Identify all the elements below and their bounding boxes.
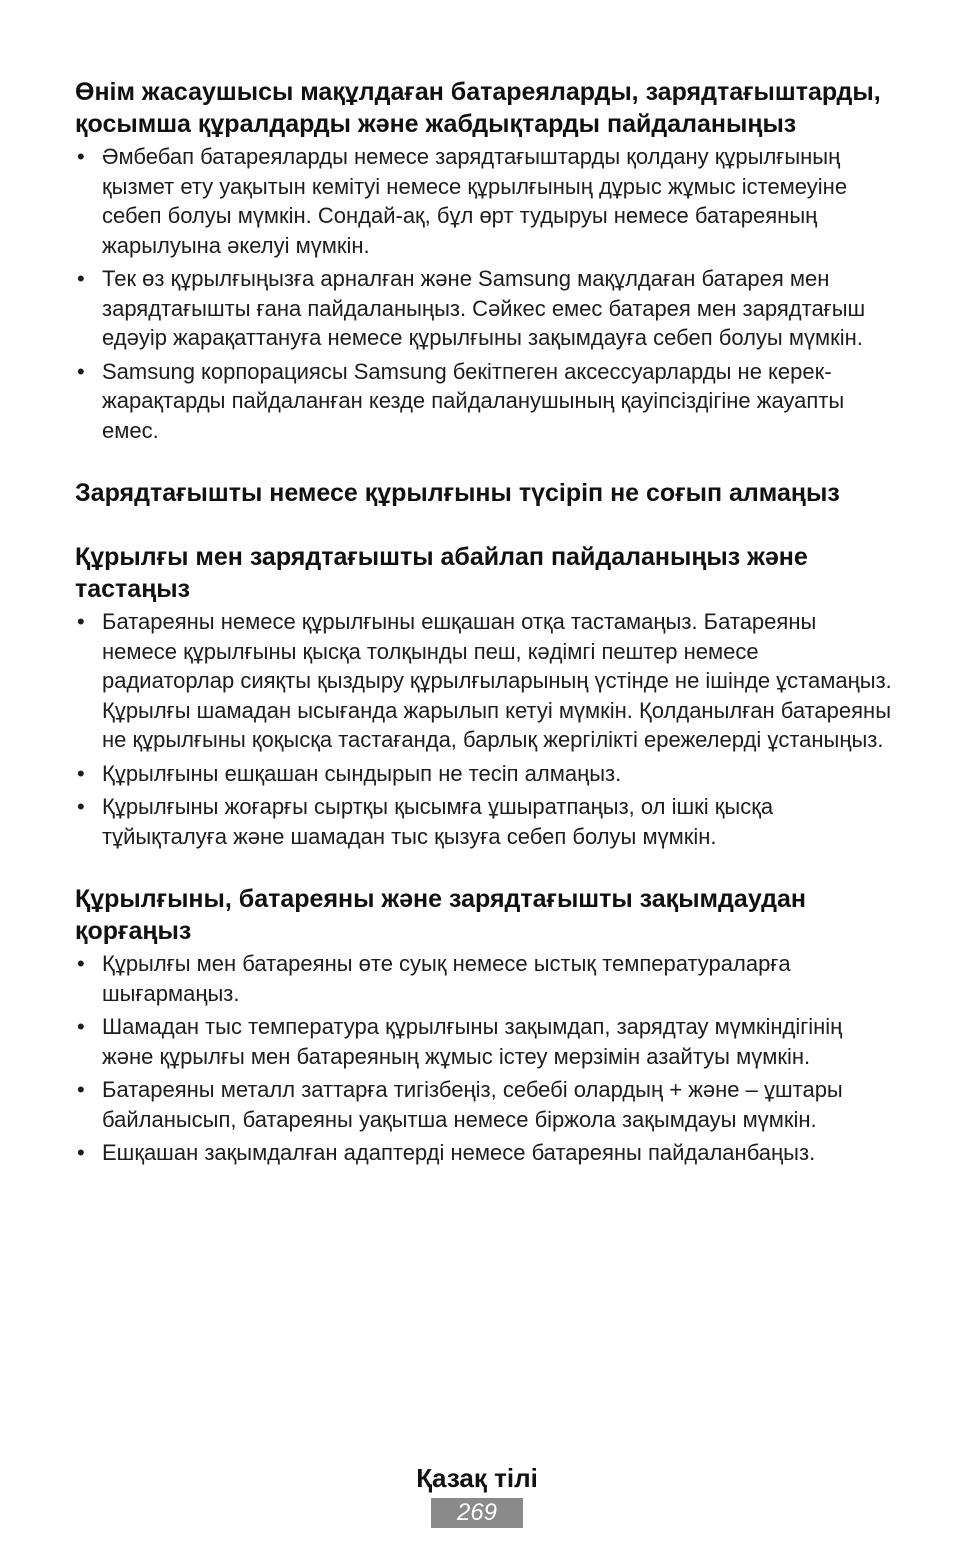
bullet-marker: •: [77, 358, 85, 384]
bullet-list: [75, 607, 895, 851]
section-heading: Құрылғы мен зарядтағышты абайлап пайдаланыңыз және тастаңыз: [75, 543, 808, 603]
section-heading: Өнім жасаушысы мақұлдаған батареяларды, зарядтағыштарды, қосымша құралдарды және жабдықтарды пайдаланыңыз: [75, 78, 881, 138]
page-footer: [0, 1462, 954, 1528]
list-item: [75, 1012, 895, 1071]
bullet-marker: •: [77, 794, 85, 819]
bullet-list: [75, 142, 895, 445]
section-approved-accessories: [75, 76, 895, 445]
list-item-text: Құрылғыны ешқашан сындырып не тесіп алмаңыз.: [102, 760, 622, 786]
section-heading: Құрылғыны, батареяны және зарядтағышты зақымдаудан қорғаңыз: [75, 885, 806, 945]
document-body: [75, 76, 895, 1172]
list-item: [75, 142, 895, 260]
list-item-text: Шамадан тыс температура құрылғыны зақымдап, зарядтау мүмкіндігінің және құрылғы мен батареяның жұмыс істеу мерзімін азайтуы мүмкін.: [102, 1014, 843, 1069]
list-item: [75, 1138, 895, 1168]
bullet-marker: •: [77, 760, 85, 786]
section-do-not-drop: [75, 477, 895, 509]
list-item-text: Батареяны немесе құрылғыны ешқашан отқа тастамаңыз. Батареяны немесе құрылғыны қысқа толқынды пеш, кәдімгі пештер немесе радиаторлар сияқты қыздыру құрылғыларының үстінде не ішінде ұстамаңыз. Құрылғы шамадан ысығанда жарылып кетуі мүмкін. Қолданылған батареяны не құрылғыны қоқысқа тастағанда, барлық жергілікті ережелерді ұстаныңыз.: [102, 609, 892, 752]
bullet-marker: •: [77, 1140, 85, 1165]
bullet-list: [75, 949, 895, 1168]
list-item-text: Тек өз құрылғыңызға арналған және Samsung мақұлдаған батарея мен зарядтағышты ғана пайдаланыңыз. Сәйкес емес батарея мен зарядтағыш едәуір жарақаттануға немесе құрылғыны зақымдауға себеп болуы мүмкін.: [102, 266, 866, 350]
list-item-text: Samsung корпорациясы Samsung бекітпеген аксессуарларды не керек-жарақтарды пайдаланған кезде пайдаланушының қауіпсіздігіне жауапты емес.: [102, 358, 845, 443]
list-item: [75, 1075, 895, 1134]
list-item: [75, 607, 895, 755]
section-heading: Зарядтағышты немесе құрылғыны түсіріп не соғып алмаңыз: [75, 479, 840, 507]
list-item-text: Құрылғыны жоғарғы сыртқы қысымға ұшыратпаңыз, ол ішкі қысқа тұйықталуға және шамадан тыс қызуға себеп болуы мүмкін.: [102, 794, 774, 849]
section-handle-carefully: [75, 541, 895, 851]
list-item-text: Батареяны металл заттарға тигізбеңіз, себебі олардың + және – ұштары байланысып, батареяны уақытша немесе біржола зақымдауы мүмкін.: [102, 1077, 843, 1132]
bullet-marker: •: [77, 1077, 85, 1102]
page-number: 269: [431, 1498, 523, 1528]
list-item: [75, 792, 895, 851]
list-item-text: Құрылғы мен батареяны өте суық немесе ыстық температураларға шығармаңыз.: [102, 951, 791, 1006]
list-item: [75, 357, 895, 446]
list-item-text: Ешқашан зақымдалған адаптерді немесе батареяны пайдаланбаңыз.: [102, 1140, 816, 1165]
language-label: Қазақ тілі: [416, 1463, 538, 1493]
list-item: [75, 264, 895, 353]
section-protect-from-damage: [75, 883, 895, 1168]
list-item: [75, 949, 895, 1008]
bullet-marker: •: [77, 144, 85, 169]
bullet-marker: •: [77, 609, 85, 634]
bullet-marker: •: [77, 1014, 85, 1039]
list-item-text: Әмбебап батареяларды немесе зарядтағыштарды қолдану құрылғының қызмет ету уақытын кемітуі немесе құрылғының дұрыс жұмыс істемеуіне себеп болуы мүмкін. Сондай-ақ, бұл өрт тудыруы немесе батареяның жарылуына әкелуі мүмкін.: [102, 144, 848, 258]
bullet-marker: •: [77, 951, 85, 976]
bullet-marker: •: [77, 266, 85, 291]
list-item: [75, 759, 895, 789]
